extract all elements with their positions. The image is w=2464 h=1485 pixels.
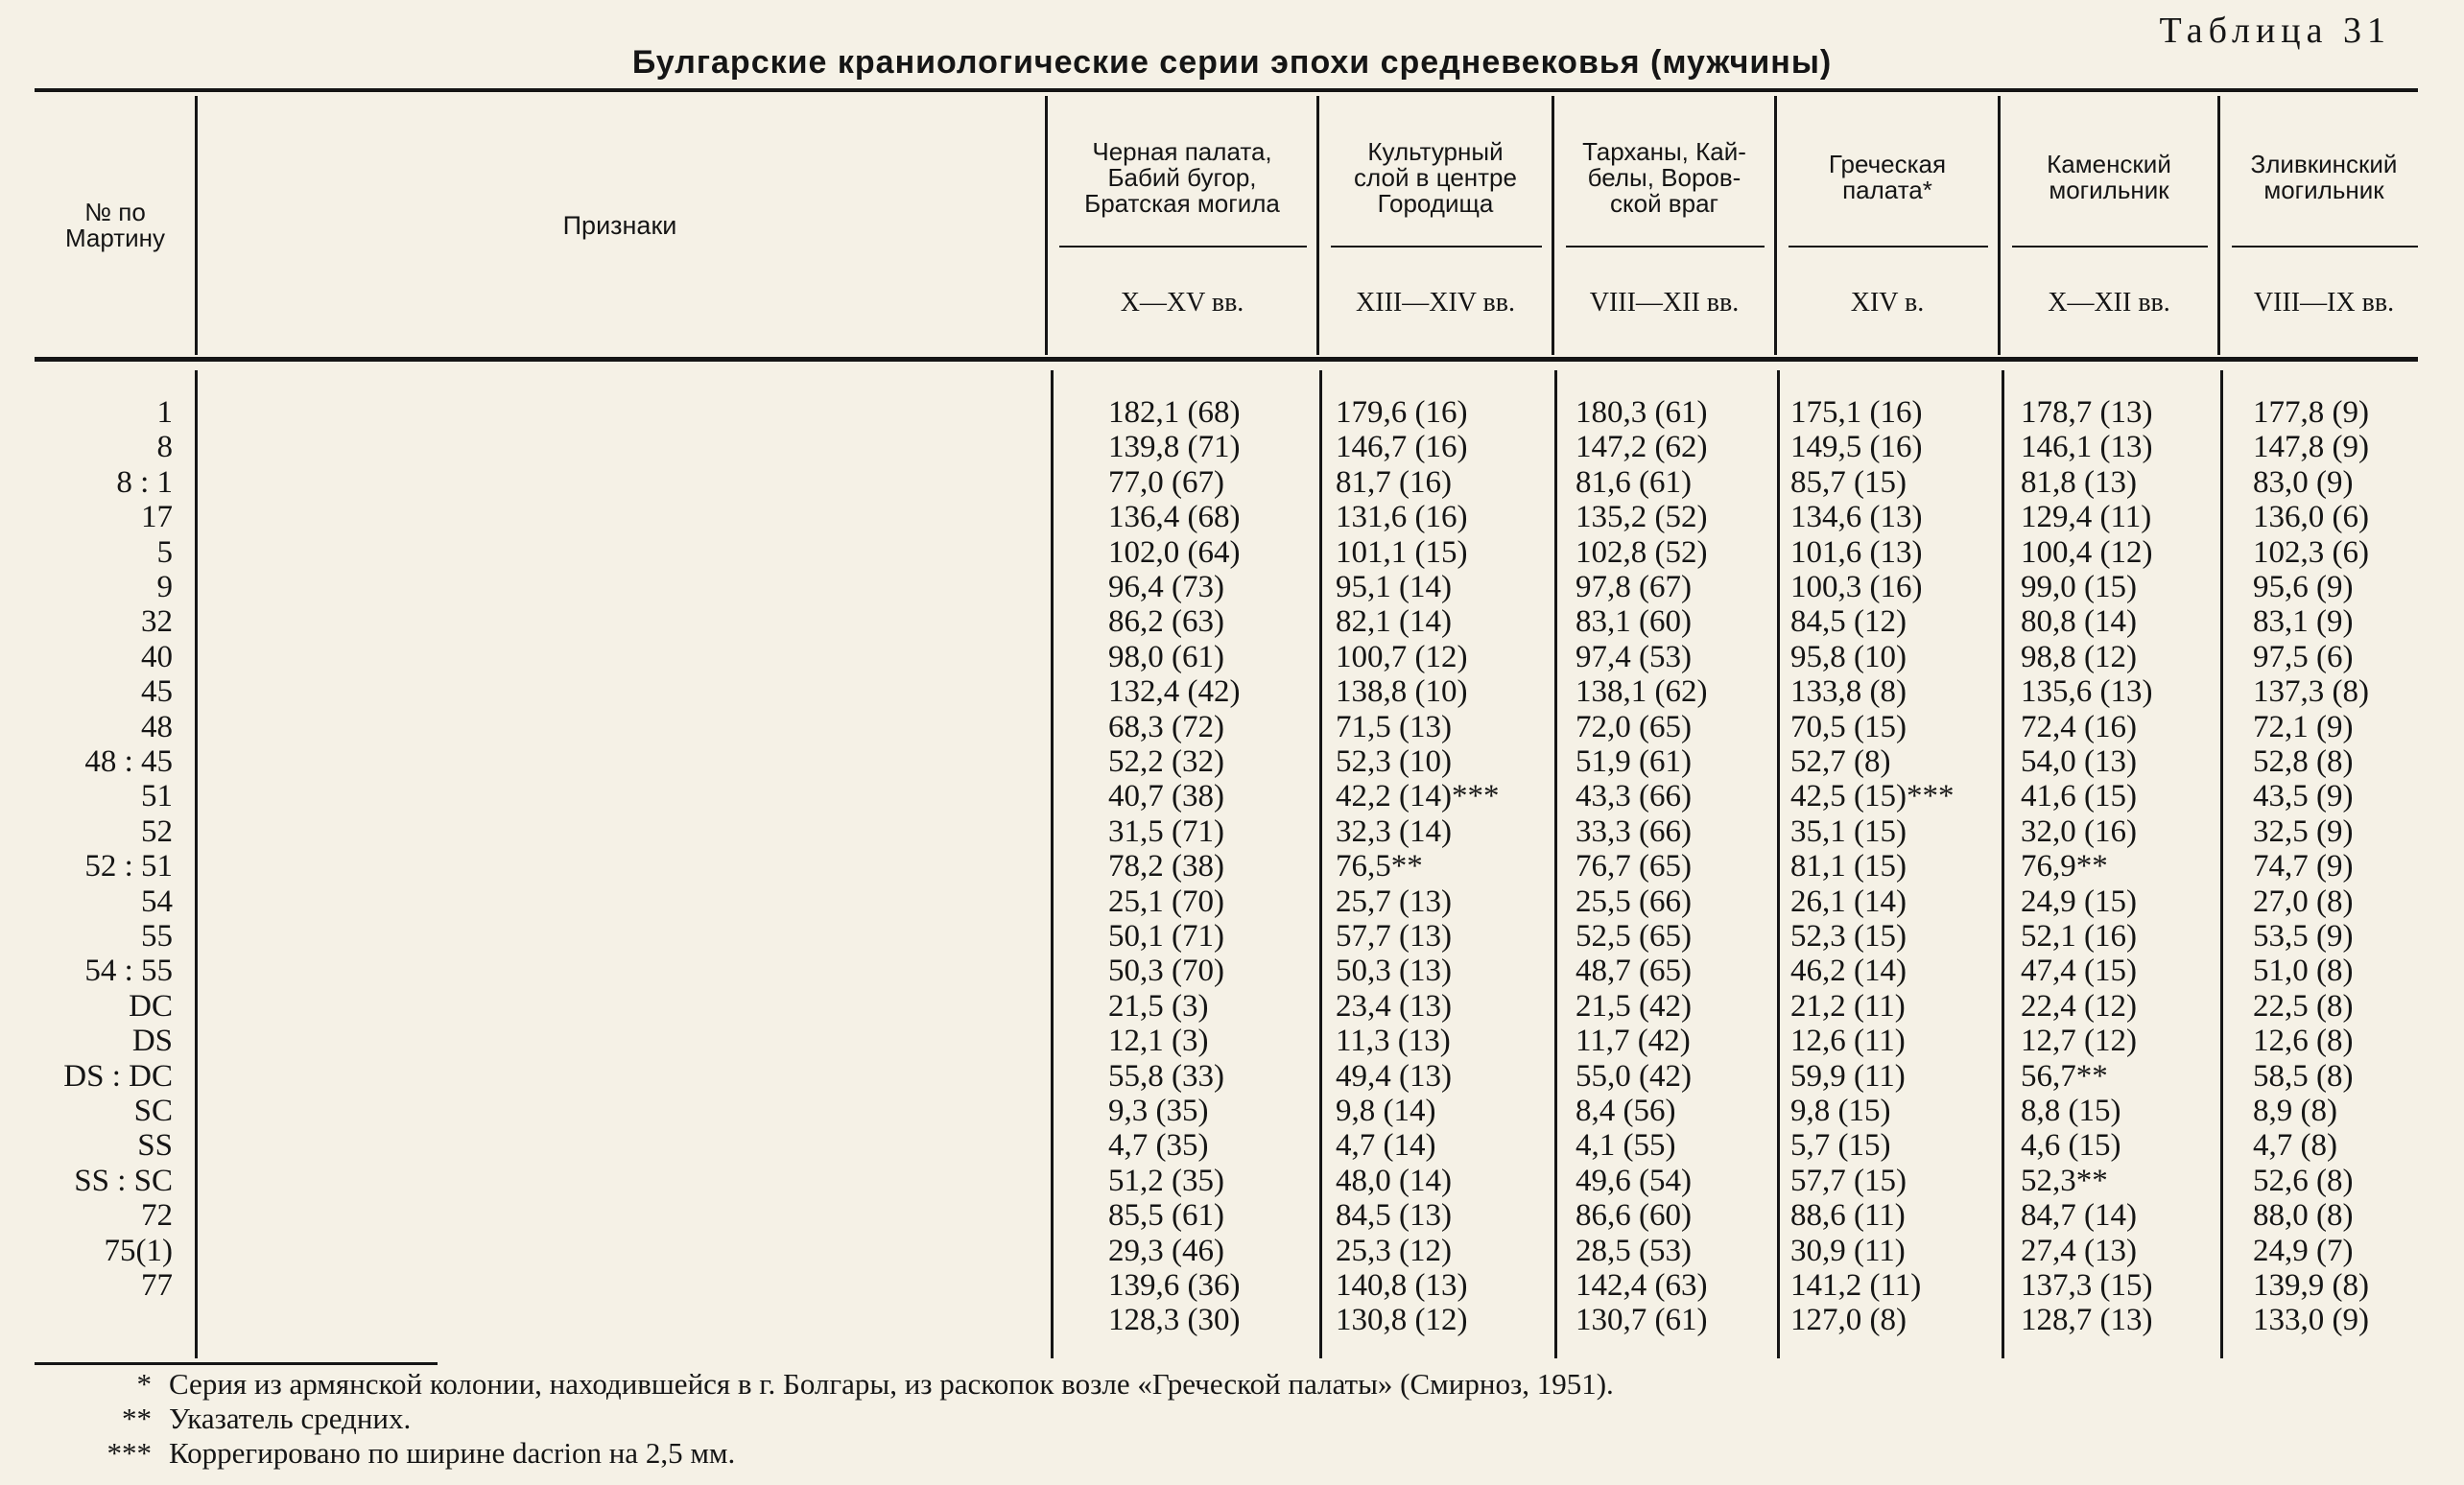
series-sub-rule-5 xyxy=(2012,246,2208,248)
martin-number: 48 xyxy=(141,709,173,744)
cell-value: 83,1 (60) xyxy=(1576,604,1692,640)
cell-value: 40,7 (38) xyxy=(1108,779,1224,814)
cell-value: 58,5 (8) xyxy=(2253,1058,2354,1094)
martin-number: 1 xyxy=(156,395,173,430)
martin-number: 9 xyxy=(156,570,173,604)
cell-value: 72,4 (16) xyxy=(2021,709,2137,744)
cell-value: 35,1 (15) xyxy=(1790,813,1907,849)
cell-value: 4,7 (14) xyxy=(1336,1128,1436,1164)
cell-value: 83,0 (9) xyxy=(2253,464,2354,500)
cell-value: 175,1 (16) xyxy=(1790,395,1923,430)
cell-value: 137,3 (8) xyxy=(2253,674,2369,710)
table-row xyxy=(0,1234,2464,1268)
cell-value: 81,6 (61) xyxy=(1576,464,1692,500)
martin-number: DS xyxy=(131,1024,173,1059)
cell-value: 4,6 (15) xyxy=(2021,1128,2121,1164)
series-period-4: XIV в. xyxy=(1850,288,1925,318)
martin-number: 17 xyxy=(141,500,173,535)
series-name-line: Братская могила xyxy=(1084,188,1280,218)
cell-value: 8,8 (15) xyxy=(2021,1094,2121,1128)
page-title: Булгарские краниологические серии эпохи средневековья (мужчины) xyxy=(631,44,1833,81)
top-rule xyxy=(35,88,2418,92)
martin-number: SC xyxy=(133,1094,173,1128)
series-name-6 xyxy=(2220,125,2428,230)
cell-value: 12,1 (3) xyxy=(1108,1024,1209,1059)
series-period-2: XIII—XIV вв. xyxy=(1356,288,1515,318)
cell-value: 98,8 (12) xyxy=(2021,639,2137,674)
table-row xyxy=(0,430,2464,464)
cell-value: 52,8 (8) xyxy=(2253,744,2354,779)
cell-value: 139,9 (8) xyxy=(2253,1268,2369,1303)
series-name-line: слой в центре xyxy=(1354,162,1517,192)
cell-value: 55,8 (33) xyxy=(1108,1058,1224,1094)
cell-value: 47,4 (15) xyxy=(2021,954,2137,989)
cell-value: 52,3** xyxy=(2021,1163,2108,1198)
cell-value: 82,1 (14) xyxy=(1336,604,1452,640)
series-name-line: могильник xyxy=(2263,176,2384,204)
martin-number: SS xyxy=(137,1128,173,1164)
martin-number: SS : SC xyxy=(74,1163,173,1198)
cell-value: 95,1 (14) xyxy=(1336,570,1452,604)
cell-value: 130,7 (61) xyxy=(1576,1303,1708,1338)
table-row xyxy=(0,989,2464,1024)
martin-number: 48 : 45 xyxy=(84,744,173,779)
cell-value: 41,6 (15) xyxy=(2021,779,2137,814)
cell-value: 27,0 (8) xyxy=(2253,884,2354,919)
cell-value: 97,8 (67) xyxy=(1576,570,1692,604)
series-name-2 xyxy=(1319,125,1552,230)
cell-value: 11,7 (42) xyxy=(1576,1024,1691,1059)
series-name-line: Тарханы, Кай- xyxy=(1582,136,1746,166)
table-row xyxy=(0,535,2464,570)
cell-value: 84,5 (13) xyxy=(1336,1198,1452,1234)
cell-value: 43,5 (9) xyxy=(2253,779,2354,814)
cell-value: 102,8 (52) xyxy=(1576,534,1708,570)
cell-value: 146,1 (13) xyxy=(2021,430,2153,465)
cell-value: 128,7 (13) xyxy=(2021,1303,2153,1338)
cell-value: 135,6 (13) xyxy=(2021,674,2153,710)
cell-value: 52,6 (8) xyxy=(2253,1163,2354,1198)
cell-value: 12,7 (12) xyxy=(2021,1024,2137,1059)
martin-number: 8 : 1 xyxy=(116,464,173,500)
cell-value: 32,3 (14) xyxy=(1336,813,1452,849)
table-row xyxy=(0,954,2464,988)
table-row xyxy=(0,1094,2464,1128)
cell-value: 8,4 (56) xyxy=(1576,1094,1676,1128)
series-name-line: Греческая xyxy=(1828,150,1947,178)
table-row xyxy=(0,744,2464,779)
table-number: Таблица 31 xyxy=(2159,11,2391,51)
cell-value: 57,7 (13) xyxy=(1336,919,1452,954)
cell-value: 25,3 (12) xyxy=(1336,1233,1452,1268)
cell-value: 76,5** xyxy=(1336,849,1423,884)
cell-value: 29,3 (46) xyxy=(1108,1233,1224,1268)
cell-value: 52,5 (65) xyxy=(1576,919,1692,954)
martin-number: 54 xyxy=(141,884,173,919)
cell-value: 95,8 (10) xyxy=(1790,639,1907,674)
table-row xyxy=(0,1198,2464,1233)
series-sub-rule-1 xyxy=(1059,246,1307,248)
cell-value: 142,4 (63) xyxy=(1576,1268,1708,1303)
cell-value: 147,8 (9) xyxy=(2253,430,2369,465)
footnote-mark: *** xyxy=(107,1436,152,1470)
cell-value: 100,4 (12) xyxy=(2021,534,2153,570)
martin-number: 32 xyxy=(141,604,173,640)
series-name-line: Каменский xyxy=(2047,150,2171,178)
header-martin: № по Мартину xyxy=(64,198,166,252)
series-name-line: палата* xyxy=(1842,176,1932,204)
cell-value: 136,4 (68) xyxy=(1108,500,1241,535)
martin-number: 45 xyxy=(141,674,173,710)
martin-number: 5 xyxy=(156,534,173,570)
series-name-line: белы, Воров- xyxy=(1587,162,1741,192)
cell-value: 72,0 (65) xyxy=(1576,709,1692,744)
cell-value: 68,3 (72) xyxy=(1108,709,1224,744)
cell-value: 12,6 (8) xyxy=(2253,1024,2354,1059)
cell-value: 21,2 (11) xyxy=(1790,988,1906,1024)
series-name-4 xyxy=(1777,125,1998,230)
cell-value: 86,2 (63) xyxy=(1108,604,1224,640)
cell-value: 132,4 (42) xyxy=(1108,674,1241,710)
cell-value: 50,1 (71) xyxy=(1108,919,1224,954)
cell-value: 149,5 (16) xyxy=(1790,430,1923,465)
footnote-mark: ** xyxy=(122,1402,152,1435)
cell-value: 102,3 (6) xyxy=(2253,534,2369,570)
series-name-3 xyxy=(1554,125,1774,230)
header-features: Признаки xyxy=(562,210,677,240)
cell-value: 81,8 (13) xyxy=(2021,464,2137,500)
martin-number: 75(1) xyxy=(104,1233,173,1268)
martin-number: 54 : 55 xyxy=(84,954,173,989)
cell-value: 48,0 (14) xyxy=(1336,1163,1452,1198)
cell-value: 133,8 (8) xyxy=(1790,674,1907,710)
footnote-text: Серия из армянской колонии, находившейся в г. Болгары, из раскопок возле «Греческой палаты» (Смирноз, 1951). xyxy=(169,1367,1614,1401)
series-sub-rule-2 xyxy=(1331,246,1542,248)
cell-value: 25,7 (13) xyxy=(1336,884,1452,919)
series-name-line: ской враг xyxy=(1609,188,1719,218)
series-period-6: VIII—IX вв. xyxy=(2253,288,2395,318)
cell-value: 52,3 (15) xyxy=(1790,919,1907,954)
cell-value: 180,3 (61) xyxy=(1576,395,1708,430)
cell-value: 50,3 (70) xyxy=(1108,954,1224,989)
cell-value: 179,6 (16) xyxy=(1336,395,1468,430)
table-row xyxy=(0,674,2464,709)
cell-value: 23,4 (13) xyxy=(1336,988,1452,1024)
cell-value: 4,7 (8) xyxy=(2253,1128,2337,1164)
cell-value: 100,7 (12) xyxy=(1336,639,1468,674)
header-bottom-rule xyxy=(35,357,2418,362)
cell-value: 81,7 (16) xyxy=(1336,464,1452,500)
cell-value: 51,0 (8) xyxy=(2253,954,2354,989)
cell-value: 49,4 (13) xyxy=(1336,1058,1452,1094)
cell-value: 101,1 (15) xyxy=(1336,534,1468,570)
cell-value: 59,9 (11) xyxy=(1790,1058,1906,1094)
cell-value: 74,7 (9) xyxy=(2253,849,2354,884)
cell-value: 135,2 (52) xyxy=(1576,500,1708,535)
cell-value: 70,5 (15) xyxy=(1790,709,1907,744)
cell-value: 27,4 (13) xyxy=(2021,1233,2137,1268)
cell-value: 178,7 (13) xyxy=(2021,395,2153,430)
table-row xyxy=(0,1303,2464,1337)
table-row xyxy=(0,710,2464,744)
cell-value: 9,3 (35) xyxy=(1108,1094,1209,1128)
cell-value: 30,9 (11) xyxy=(1790,1233,1906,1268)
cell-value: 141,2 (11) xyxy=(1790,1268,1922,1303)
series-sub-rule-4 xyxy=(1789,246,1988,248)
series-sub-rule-6 xyxy=(2232,246,2418,248)
table-row xyxy=(0,1059,2464,1094)
cell-value: 127,0 (8) xyxy=(1790,1303,1907,1338)
table-row xyxy=(0,570,2464,604)
cell-value: 52,2 (32) xyxy=(1108,744,1224,779)
cell-value: 129,4 (11) xyxy=(2021,500,2152,535)
cell-value: 97,4 (53) xyxy=(1576,639,1692,674)
cell-value: 86,6 (60) xyxy=(1576,1198,1692,1234)
martin-number: DC xyxy=(129,988,173,1024)
cell-value: 21,5 (42) xyxy=(1576,988,1692,1024)
cell-value: 8,9 (8) xyxy=(2253,1094,2337,1128)
series-name-line: могильник xyxy=(2049,176,2169,204)
cell-value: 52,1 (16) xyxy=(2021,919,2137,954)
cell-value: 24,9 (7) xyxy=(2253,1233,2354,1268)
series-name-line: Зливкинский xyxy=(2250,150,2398,178)
cell-value: 22,5 (8) xyxy=(2253,988,2354,1024)
cell-value: 85,7 (15) xyxy=(1790,464,1907,500)
cell-value: 138,1 (62) xyxy=(1576,674,1708,710)
table-row xyxy=(0,884,2464,919)
series-name-line: Черная палата, xyxy=(1092,136,1272,166)
cell-value: 32,5 (9) xyxy=(2253,813,2354,849)
cell-value: 133,0 (9) xyxy=(2253,1303,2369,1338)
cell-value: 9,8 (15) xyxy=(1790,1094,1891,1128)
cell-value: 83,1 (9) xyxy=(2253,604,2354,640)
martin-number: 52 xyxy=(141,813,173,849)
cell-value: 25,5 (66) xyxy=(1576,884,1692,919)
cell-value: 138,8 (10) xyxy=(1336,674,1468,710)
cell-value: 57,7 (15) xyxy=(1790,1163,1907,1198)
cell-value: 21,5 (3) xyxy=(1108,988,1209,1024)
cell-value: 97,5 (6) xyxy=(2253,639,2354,674)
cell-value: 43,3 (66) xyxy=(1576,779,1692,814)
table-row xyxy=(0,814,2464,849)
cell-value: 84,5 (12) xyxy=(1790,604,1907,640)
series-name-line: Культурный xyxy=(1367,136,1504,166)
table-row xyxy=(0,640,2464,674)
cell-value: 98,0 (61) xyxy=(1108,639,1224,674)
cell-value: 182,1 (68) xyxy=(1108,395,1241,430)
series-name-1 xyxy=(1048,125,1316,230)
cell-value: 31,5 (71) xyxy=(1108,813,1224,849)
cell-value: 42,5 (15)*** xyxy=(1790,779,1955,814)
table-row xyxy=(0,1164,2464,1198)
cell-value: 131,6 (16) xyxy=(1336,500,1468,535)
footnote-mark: * xyxy=(136,1367,152,1401)
cell-value: 101,6 (13) xyxy=(1790,534,1923,570)
cell-value: 139,8 (71) xyxy=(1108,430,1241,465)
cell-value: 139,6 (36) xyxy=(1108,1268,1241,1303)
table-row xyxy=(0,465,2464,500)
cell-value: 72,1 (9) xyxy=(2253,709,2354,744)
martin-number: DS : DC xyxy=(63,1058,173,1094)
table-row xyxy=(0,500,2464,534)
cell-value: 46,2 (14) xyxy=(1790,954,1907,989)
cell-value: 128,3 (30) xyxy=(1108,1303,1241,1338)
series-name-line: Городища xyxy=(1377,188,1494,218)
cell-value: 26,1 (14) xyxy=(1790,884,1907,919)
cell-value: 54,0 (13) xyxy=(2021,744,2137,779)
cell-value: 96,4 (73) xyxy=(1108,570,1224,604)
cell-value: 88,6 (11) xyxy=(1790,1198,1906,1234)
cell-value: 52,7 (8) xyxy=(1790,744,1891,779)
cell-value: 51,2 (35) xyxy=(1108,1163,1224,1198)
cell-value: 76,9** xyxy=(2021,849,2108,884)
martin-number: 72 xyxy=(141,1198,173,1234)
cell-value: 102,0 (64) xyxy=(1108,534,1241,570)
series-period-5: X—XII вв. xyxy=(2048,288,2170,318)
cell-value: 28,5 (53) xyxy=(1576,1233,1692,1268)
cell-value: 4,7 (35) xyxy=(1108,1128,1209,1164)
cell-value: 50,3 (13) xyxy=(1336,954,1452,989)
cell-value: 85,5 (61) xyxy=(1108,1198,1224,1234)
cell-value: 4,1 (55) xyxy=(1576,1128,1676,1164)
cell-value: 100,3 (16) xyxy=(1790,570,1923,604)
cell-value: 33,3 (66) xyxy=(1576,813,1692,849)
cell-value: 11,3 (13) xyxy=(1336,1024,1451,1059)
cell-value: 48,7 (65) xyxy=(1576,954,1692,989)
cell-value: 49,6 (54) xyxy=(1576,1163,1692,1198)
table-row xyxy=(0,779,2464,813)
cell-value: 42,2 (14)*** xyxy=(1336,779,1500,814)
cell-value: 137,3 (15) xyxy=(2021,1268,2153,1303)
cell-value: 51,9 (61) xyxy=(1576,744,1692,779)
footnote-text: Коррегировано по ширине dacrion на 2,5 мм. xyxy=(169,1436,736,1470)
cell-value: 177,8 (9) xyxy=(2253,395,2369,430)
cell-value: 12,6 (11) xyxy=(1790,1024,1906,1059)
martin-number: 55 xyxy=(141,919,173,954)
table-row xyxy=(0,604,2464,639)
cell-value: 77,0 (67) xyxy=(1108,464,1224,500)
cell-value: 146,7 (16) xyxy=(1336,430,1468,465)
cell-value: 71,5 (13) xyxy=(1336,709,1452,744)
cell-value: 78,2 (38) xyxy=(1108,849,1224,884)
cell-value: 136,0 (6) xyxy=(2253,500,2369,535)
martin-number: 77 xyxy=(141,1268,173,1303)
cell-value: 24,9 (15) xyxy=(2021,884,2137,919)
martin-number: 8 xyxy=(156,430,173,465)
martin-number: 51 xyxy=(141,779,173,814)
footnote-rule xyxy=(35,1362,438,1365)
table-row xyxy=(0,395,2464,430)
cell-value: 56,7** xyxy=(2021,1058,2108,1094)
cell-value: 25,1 (70) xyxy=(1108,884,1224,919)
table-row xyxy=(0,849,2464,884)
cell-value: 52,3 (10) xyxy=(1336,744,1452,779)
martin-number: 40 xyxy=(141,639,173,674)
cell-value: 147,2 (62) xyxy=(1576,430,1708,465)
cell-value: 32,0 (16) xyxy=(2021,813,2137,849)
martin-number: 52 : 51 xyxy=(84,849,173,884)
footnote-text: Указатель средних. xyxy=(169,1402,412,1435)
cell-value: 130,8 (12) xyxy=(1336,1303,1468,1338)
table-row xyxy=(0,1268,2464,1303)
cell-value: 55,0 (42) xyxy=(1576,1058,1692,1094)
series-period-3: VIII—XII вв. xyxy=(1589,288,1740,318)
cell-value: 88,0 (8) xyxy=(2253,1198,2354,1234)
cell-value: 134,6 (13) xyxy=(1790,500,1923,535)
cell-value: 84,7 (14) xyxy=(2021,1198,2137,1234)
series-sub-rule-3 xyxy=(1566,246,1765,248)
cell-value: 140,8 (13) xyxy=(1336,1268,1468,1303)
series-period-1: X—XV вв. xyxy=(1120,288,1244,318)
cell-value: 9,8 (14) xyxy=(1336,1094,1436,1128)
series-name-5 xyxy=(2001,125,2217,230)
cell-value: 80,8 (14) xyxy=(2021,604,2137,640)
cell-value: 99,0 (15) xyxy=(2021,570,2137,604)
cell-value: 95,6 (9) xyxy=(2253,570,2354,604)
table-row xyxy=(0,1024,2464,1058)
cell-value: 81,1 (15) xyxy=(1790,849,1907,884)
cell-value: 22,4 (12) xyxy=(2021,988,2137,1024)
table-row xyxy=(0,919,2464,954)
cell-value: 5,7 (15) xyxy=(1790,1128,1891,1164)
cell-value: 53,5 (9) xyxy=(2253,919,2354,954)
table-row xyxy=(0,1128,2464,1163)
cell-value: 76,7 (65) xyxy=(1576,849,1692,884)
series-name-line: Бабий бугор, xyxy=(1107,162,1257,192)
